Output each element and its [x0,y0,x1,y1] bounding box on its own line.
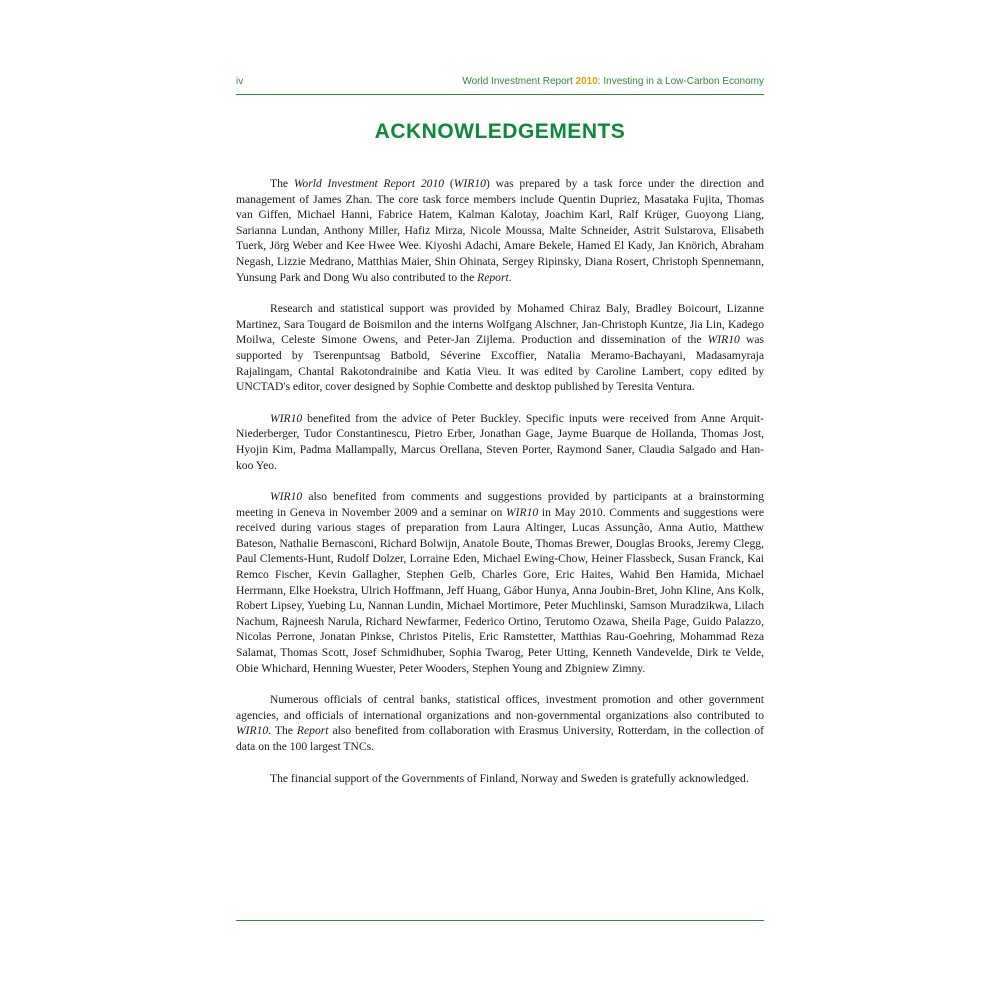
paragraph-4 [236,489,764,676]
series-title-pre: World Investment Report [462,76,576,87]
paragraph-5 [236,692,764,754]
text-run: ( [444,177,454,190]
italic-run: WIR10 [505,505,539,519]
paragraph-3 [236,411,764,473]
italic-run: World Investment Report 2010 [293,177,445,190]
text-run: was supported by Tserenpuntsag Batbold, Séverine Excoffier, Natalia Meramo-Bachayani, Madasamyraja Rajalingam, Chantal Rakotondrainibe and Katia Vieu. It was edited by Caroline Lambert, copy edited by UNCTAD's editor, cover designed by Sophie Combette and desktop published by Teresita Ventura. [236,333,764,394]
text-run: benefited from the advice of Peter Buckley. Specific inputs were received from Anne Arquit-Niederberger, Tudor Constantinescu, Pietro Erber, Jonathan Gage, Jayme Buarque de Hollanda, Thomas Jost, Hyojin Kim, Padma Mallampally, Marcus Orellana, Steven Porter, Raymond Saner, Claudia Salgado and Han-koo Yeo. [236,411,764,472]
italic-run: WIR10 [707,333,740,347]
text-run: Numerous officials of central banks, statistical offices, investment promotion and other government agencies, and officials of international organizations and non-governmental organizations also contributed to [236,693,764,722]
text-run: The [270,177,294,190]
document-page [236,72,764,932]
text-run: in May 2010. Comments and suggestions were received during various stages of preparation from Laura Altinger, Lucas Assunção, Anna Autio, Matthew Bateson, Nathalie Bernasconi, Richard Bolwijn, Anatole Boute, Thomas Brewer, Douglas Brooks, Jeremy Clegg, Paul Clements-Hunt, Rudolf Dolzer, Lorraine Eden, Michael Ewing-Chow, Heiner Flassbeck, Susan Franck, Kai Remco Fischer, Kevin Gallagher, Stephen Gelb, Charles Gore, Eric Haites, Wahid Ben Hamida, Michael Herrmann, Elke Hoekstra, Ulrich Hoffmann, Jeff Huang, Gábor Hunya, Anna Joubin-Bret, John Kline, Ans Kolk, Robert Lipsey, Yuebing Lu, Nannan Lundin, Michael Mortimore, Peter Muchlinski, Samson Muradzikwa, Lilach Nachum, Rajneesh Narula, Richard Newfarmer, Federico Ortino, Terutomo Ozawa, Sheila Page, Guido Palazzo, Nicolas Perrone, Jonatan Pinkse, Christos Pitelis, Eric Ramstetter, Matthias Rau-Goehring, Mohammad Reza Salamat, Thomas Scott, Josef Schmidhuber, Sophia Twarog, Peter Utting, Kenneth Vandevelde, Dirk te Velde, Obie Whichard, Henning Wuester, Peter Wooders, Stephen Young and Zbigniew Zimny. [236,505,764,675]
footer-rule [236,920,764,921]
series-title [462,76,764,87]
italic-run: WIR10 [236,724,269,738]
text-run: . The [268,724,297,738]
page-title: ACKNOWLEDGEMENTS [374,120,626,143]
text-run: Research and statistical support was provided by Mohamed Chiraz Baly, Bradley Boicourt, Lizanne Martinez, Sara Tougard de Boismilon and the interns Wolfgang Alschner, Jan-Christoph Kuntze, Jia Lin, Kadego Moilwa, Celeste Simone Owens, and Peter-Jan Zijlema. Production and dissemination of the [236,302,764,347]
italic-run: WIR10 [270,411,303,425]
text-run: also benefited from collaboration with Erasmus University, Rotterdam, in the collection of data on the 100 largest TNCs. [236,724,765,753]
italic-run: WIR10 [270,490,303,504]
paragraph-1 [236,176,764,285]
italic-run: Report [296,724,329,738]
body-text [236,176,764,802]
italic-run: Report [477,270,509,284]
header-rule [236,94,764,95]
page-number: iv [236,76,244,87]
paragraph-6: The financial support of the Governments of Finland, Norway and Sweden is gratefully acknowledged. [270,771,749,785]
series-year: 2010 [575,76,598,87]
italic-run: WIR10 [453,177,486,190]
text-run: . [508,270,512,284]
text-run: ) was prepared by a task force under the direction and management of James Zhan. The core task force members include Quentin Dupriez, Masataka Fujita, Thomas van Giffen, Michael Hanni, Fabrice Hatem, Kalman Kalotay, Joachim Karl, Ralf Krüger, Guoyong Liang, Sarianna Lundan, Anthony Miller, Hafiz Mirza, Nicole Moussa, Malte Schneider, Astrit Sulstarova, Elisabeth Tuerk, Jörg Weber and Kee Hwee Wee. Kiyoshi Adachi, Amare Bekele, Hamed El Kady, Jan Knörich, Abraham Negash, Lizzie Medrano, Matthias Maier, Shin Ohinata, Sergey Ripinsky, Diana Rosert, Christoph Spennemann, Yunsung Park and Dong Wu also contributed to the [236,177,764,284]
paragraph-2 [236,301,764,395]
running-header [236,76,764,92]
series-title-post: : Investing in a Low-Carbon Economy [597,76,764,87]
text-run: also benefited from comments and suggestions provided by participants at a brainstorming meeting in Geneva in November 2009 and a seminar on [236,490,764,519]
